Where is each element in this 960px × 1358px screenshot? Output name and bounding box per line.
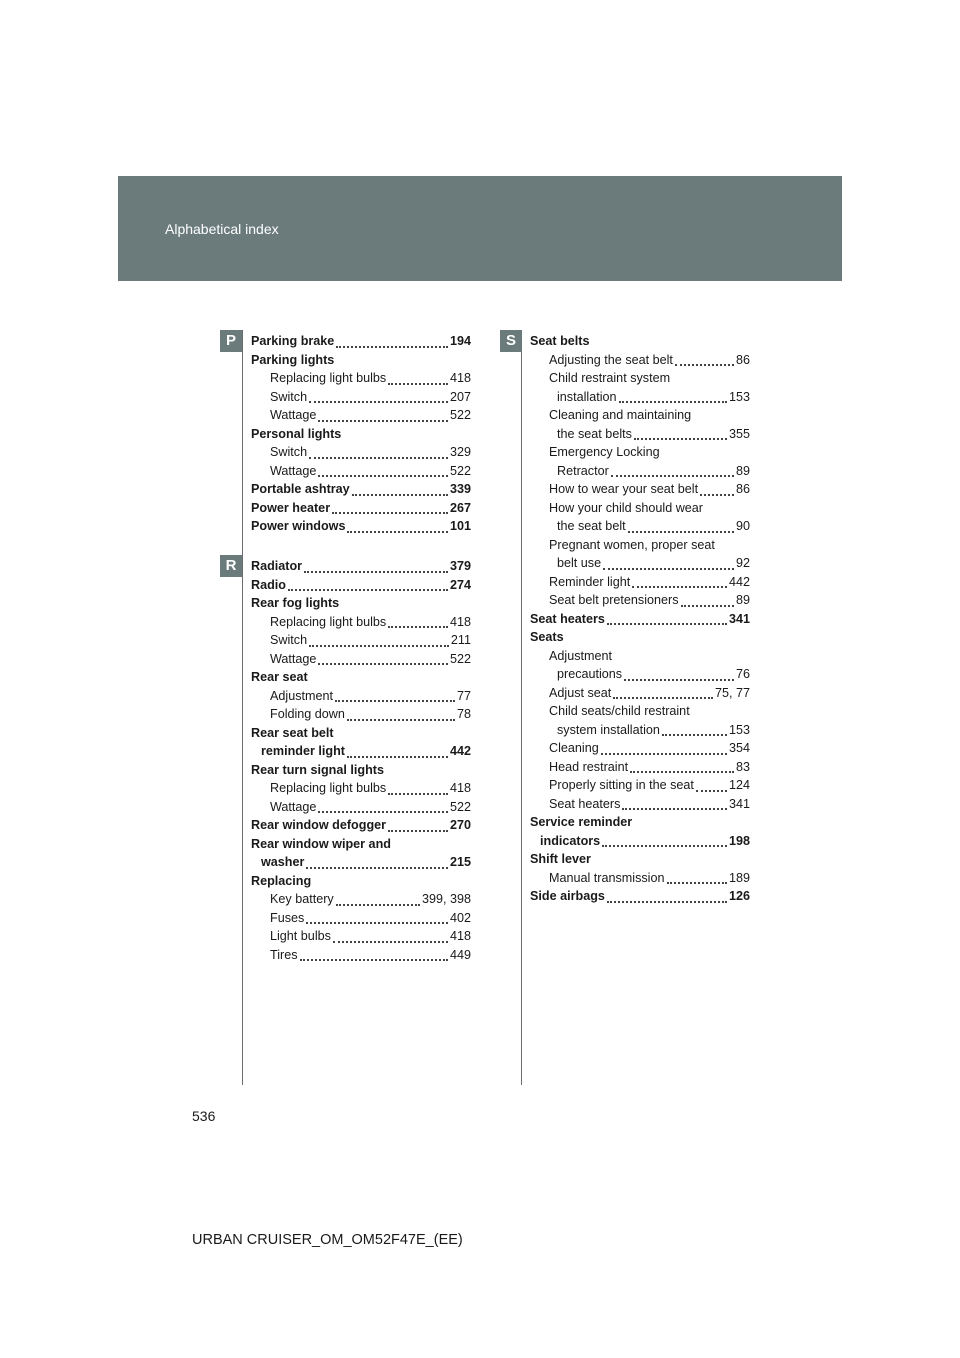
index-entry-page: 379: [449, 559, 471, 573]
index-entry: [251, 816, 471, 835]
index-entry-term: Switch: [270, 633, 308, 647]
index-entry-page: 274: [449, 577, 471, 592]
index-entry-term: reminder light: [261, 744, 345, 758]
index-entry-term: Child restraint system: [549, 371, 671, 385]
index-entry: [251, 798, 471, 817]
index-entry: [251, 668, 471, 687]
index-entry-term: Switch: [270, 445, 308, 459]
index-entry: [251, 425, 471, 444]
index-entry: [530, 443, 750, 462]
leader-dots: [624, 679, 734, 681]
leader-dots: [309, 457, 448, 459]
index-entry-page: 77: [456, 688, 471, 703]
leader-dots: [634, 438, 727, 440]
index-entry-page: 83: [735, 759, 750, 774]
index-entry-term: Wattage: [270, 799, 317, 814]
index-entry-term: Replacing light bulbs: [270, 614, 387, 629]
index-entry-page: 418: [449, 929, 471, 943]
index-entry-page: 522: [449, 799, 471, 814]
index-entry: [530, 406, 750, 425]
index-column-r: [251, 557, 471, 964]
leader-dots: [318, 475, 448, 477]
index-column-s: [530, 332, 750, 906]
index-entry-term: Child seats/child restraint: [549, 704, 690, 718]
index-entry-term: Folding down: [270, 707, 345, 721]
index-entry: [251, 369, 471, 388]
index-entry-page: 198: [728, 833, 750, 848]
index-entry: [251, 927, 471, 946]
index-entry-term: system installation: [557, 722, 660, 737]
index-entry-page: 153: [728, 389, 750, 404]
index-entry: [530, 887, 750, 906]
index-entry: [530, 517, 750, 536]
index-entry-term: Replacing: [251, 873, 312, 888]
index-entry: [251, 594, 471, 613]
index-entry-page: 354: [728, 741, 750, 755]
index-entry-term: Wattage: [270, 651, 317, 666]
index-entry: [530, 795, 750, 814]
index-entry-page: 402: [449, 910, 471, 925]
index-entry: [530, 665, 750, 684]
index-entry-term: precautions: [557, 667, 623, 681]
index-entry-term: Rear turn signal lights: [251, 762, 384, 777]
index-entry: [251, 705, 471, 724]
index-entry-page: 399, 398: [421, 892, 471, 906]
leader-dots: [667, 882, 727, 884]
index-entry-term: Seat heaters: [549, 796, 621, 811]
leader-dots: [347, 531, 448, 533]
section-letter-r: R: [220, 555, 242, 577]
index-entry-term: Adjustment: [549, 648, 612, 663]
index-entry-term: indicators: [540, 833, 601, 848]
leader-dots: [601, 753, 727, 755]
index-entry: [530, 573, 750, 592]
leader-dots: [347, 756, 448, 758]
index-column-p: [251, 332, 471, 536]
index-entry: [251, 480, 471, 499]
index-entry-term: Portable ashtray: [251, 482, 350, 496]
index-entry-term: Manual transmission: [549, 870, 665, 885]
leader-dots: [335, 700, 455, 702]
leader-dots: [632, 586, 727, 588]
index-entry: [251, 613, 471, 632]
index-entry: [251, 631, 471, 650]
index-entry: [251, 853, 471, 872]
index-entry-term: Tires: [270, 947, 298, 962]
leader-dots: [602, 845, 727, 847]
leader-dots: [388, 830, 448, 832]
index-entry-term: Seat heaters: [530, 611, 605, 626]
index-entry-page: 126: [728, 889, 750, 903]
leader-dots: [318, 663, 448, 665]
leader-dots: [304, 571, 448, 573]
index-entry-term: Cleaning and maintaining: [549, 408, 692, 422]
index-entry: [530, 869, 750, 888]
index-entry-term: the seat belts: [557, 426, 632, 441]
index-entry-term: Power windows: [251, 519, 346, 533]
leader-dots: [619, 401, 727, 403]
index-entry-page: 189: [728, 870, 750, 885]
index-entry-term: Seat belts: [530, 334, 590, 348]
index-entry-page: 78: [456, 707, 471, 721]
index-entry-term: Rear seat: [251, 670, 308, 684]
index-entry: [251, 388, 471, 407]
column-divider-left: [242, 330, 243, 1085]
index-entry-term: Rear fog lights: [251, 596, 340, 610]
index-entry-page: 89: [735, 463, 750, 478]
index-entry-term: Seat belt pretensioners: [549, 593, 679, 607]
leader-dots: [333, 941, 448, 943]
index-entry-page: 90: [735, 519, 750, 533]
index-entry: [251, 909, 471, 928]
index-entry: [530, 684, 750, 703]
index-entry-page: 86: [735, 352, 750, 367]
index-entry: [530, 462, 750, 481]
index-entry-page: 207: [449, 389, 471, 404]
leader-dots: [318, 420, 448, 422]
index-entry: [530, 702, 750, 721]
index-entry: [530, 351, 750, 370]
index-entry-term: Key battery: [270, 892, 334, 906]
index-entry-term: Side airbags: [530, 889, 605, 903]
index-entry-term: Service reminder: [530, 815, 633, 829]
section-letter-p: P: [220, 330, 242, 352]
index-entry-page: 89: [735, 593, 750, 607]
index-entry-term: Properly sitting in the seat: [549, 778, 694, 792]
index-entry-page: 522: [449, 651, 471, 666]
index-entry-page: 153: [728, 722, 750, 737]
index-entry-page: 418: [449, 781, 471, 795]
leader-dots: [332, 512, 448, 514]
index-entry-page: 418: [449, 614, 471, 629]
leader-dots: [309, 401, 448, 403]
index-entry-term: Reminder light: [549, 574, 631, 589]
index-entry-term: Parking lights: [251, 352, 335, 367]
index-entry-page: 355: [728, 426, 750, 441]
index-entry: [251, 517, 471, 536]
index-entry-term: Radio: [251, 577, 286, 592]
index-entry-page: 215: [449, 855, 471, 869]
index-entry-term: How your child should wear: [549, 500, 703, 515]
index-entry-page: 75, 77: [714, 685, 750, 700]
page-number: 536: [192, 1108, 216, 1124]
index-entry-term: Parking brake: [251, 334, 335, 348]
index-entry: [251, 946, 471, 965]
leader-dots: [662, 734, 727, 736]
leader-dots: [607, 623, 727, 625]
leader-dots: [628, 531, 734, 533]
index-entry-page: 270: [449, 818, 471, 832]
index-entry: [251, 576, 471, 595]
leader-dots: [300, 959, 448, 961]
index-entry: [530, 739, 750, 758]
index-entry-term: How to wear your seat belt: [549, 482, 699, 496]
leader-dots: [347, 719, 455, 721]
leader-dots: [607, 901, 727, 903]
index-entry-page: 449: [449, 947, 471, 962]
index-entry-term: Adjustment: [270, 688, 333, 703]
index-entry: [530, 499, 750, 518]
index-entry: [530, 721, 750, 740]
index-entry: [251, 443, 471, 462]
index-entry: [251, 406, 471, 425]
column-divider-right: [521, 330, 522, 1085]
index-entry: [251, 724, 471, 743]
index-entry: [251, 761, 471, 780]
leader-dots: [336, 904, 420, 906]
index-entry-term: Power heater: [251, 500, 331, 515]
index-entry-page: 267: [449, 500, 471, 515]
leader-dots: [306, 922, 448, 924]
index-entry: [530, 850, 750, 869]
index-entry-page: 194: [449, 334, 471, 348]
index-entry: [251, 872, 471, 891]
index-entry: [530, 554, 750, 573]
index-entry: [251, 462, 471, 481]
index-entry-page: 124: [728, 778, 750, 792]
index-entry-page: 442: [449, 744, 471, 758]
index-entry-term: Personal lights: [251, 426, 342, 441]
section-letter-s: S: [500, 330, 522, 352]
index-entry: [530, 332, 750, 351]
index-entry-term: Pregnant women, proper seat: [549, 537, 715, 552]
leader-dots: [613, 697, 713, 699]
leader-dots: [318, 811, 448, 813]
index-entry-term: Head restraint: [549, 759, 629, 774]
index-entry-term: Replacing light bulbs: [270, 371, 387, 385]
index-entry-term: installation: [557, 389, 617, 404]
leader-dots: [388, 793, 448, 795]
leader-dots: [675, 364, 734, 366]
index-entry-term: Wattage: [270, 463, 317, 478]
leader-dots: [630, 771, 734, 773]
index-entry-term: Wattage: [270, 408, 317, 422]
leader-dots: [388, 626, 448, 628]
leader-dots: [611, 475, 734, 477]
index-entry-term: Replacing light bulbs: [270, 781, 387, 795]
leader-dots: [306, 867, 448, 869]
index-entry-term: Rear window defogger: [251, 818, 387, 832]
index-entry-page: 101: [449, 519, 471, 533]
index-entry-page: 76: [735, 667, 750, 681]
index-entry-term: Fuses: [270, 910, 305, 925]
index-entry: [530, 758, 750, 777]
index-entry-page: 211: [450, 633, 471, 647]
index-entry: [530, 536, 750, 555]
index-entry: [251, 332, 471, 351]
index-entry-term: Cleaning: [549, 741, 599, 755]
index-entry-page: 341: [728, 611, 750, 626]
index-entry: [251, 835, 471, 854]
index-entry: [530, 369, 750, 388]
index-entry-page: 329: [449, 445, 471, 459]
index-entry: [530, 610, 750, 629]
index-entry: [530, 425, 750, 444]
leader-dots: [603, 568, 734, 570]
leader-dots: [700, 494, 734, 496]
index-entry-page: 522: [449, 463, 471, 478]
index-entry-page: 442: [728, 574, 750, 589]
index-entry: [530, 388, 750, 407]
leader-dots: [681, 605, 734, 607]
index-entry: [251, 557, 471, 576]
index-entry: [530, 480, 750, 499]
leader-dots: [352, 494, 448, 496]
leader-dots: [622, 808, 727, 810]
index-entry-page: 86: [735, 482, 750, 496]
index-entry-term: Emergency Locking: [549, 445, 660, 459]
index-entry-term: Shift lever: [530, 852, 591, 866]
index-entry-term: belt use: [557, 556, 602, 570]
index-entry: [530, 647, 750, 666]
index-entry: [251, 779, 471, 798]
index-entry-page: 522: [449, 408, 471, 422]
index-entry-term: Adjust seat: [549, 685, 612, 700]
page-header-title: Alphabetical index: [165, 221, 279, 237]
index-entry-page: 341: [728, 796, 750, 811]
index-entry-term: Light bulbs: [270, 929, 331, 943]
index-entry-term: Radiator: [251, 559, 303, 573]
index-entry: [251, 687, 471, 706]
leader-dots: [696, 790, 727, 792]
index-entry-term: washer: [261, 855, 305, 869]
index-entry: [530, 832, 750, 851]
index-entry: [530, 776, 750, 795]
index-entry-term: the seat belt: [557, 519, 626, 533]
index-entry-term: Rear window wiper and: [251, 836, 391, 851]
index-entry-term: Adjusting the seat belt: [549, 352, 673, 367]
index-entry: [251, 742, 471, 761]
document-id: URBAN CRUISER_OM_OM52F47E_(EE): [192, 1232, 463, 1248]
index-entry: [251, 650, 471, 669]
leader-dots: [336, 346, 448, 348]
page-header-band: [118, 176, 842, 281]
index-entry: [530, 628, 750, 647]
index-entry-term: Seats: [530, 630, 564, 644]
index-entry-term: Retractor: [557, 463, 609, 478]
index-entry-term: Switch: [270, 389, 308, 404]
index-entry: [530, 591, 750, 610]
index-entry: [251, 351, 471, 370]
index-entry: [251, 890, 471, 909]
index-entry-page: 339: [449, 482, 471, 496]
index-entry: [530, 813, 750, 832]
index-entry-term: Rear seat belt: [251, 725, 334, 740]
index-entry-page: 92: [735, 556, 750, 570]
leader-dots: [388, 383, 448, 385]
leader-dots: [288, 589, 448, 591]
leader-dots: [309, 645, 449, 647]
index-entry: [251, 499, 471, 518]
index-entry-page: 418: [449, 371, 471, 385]
